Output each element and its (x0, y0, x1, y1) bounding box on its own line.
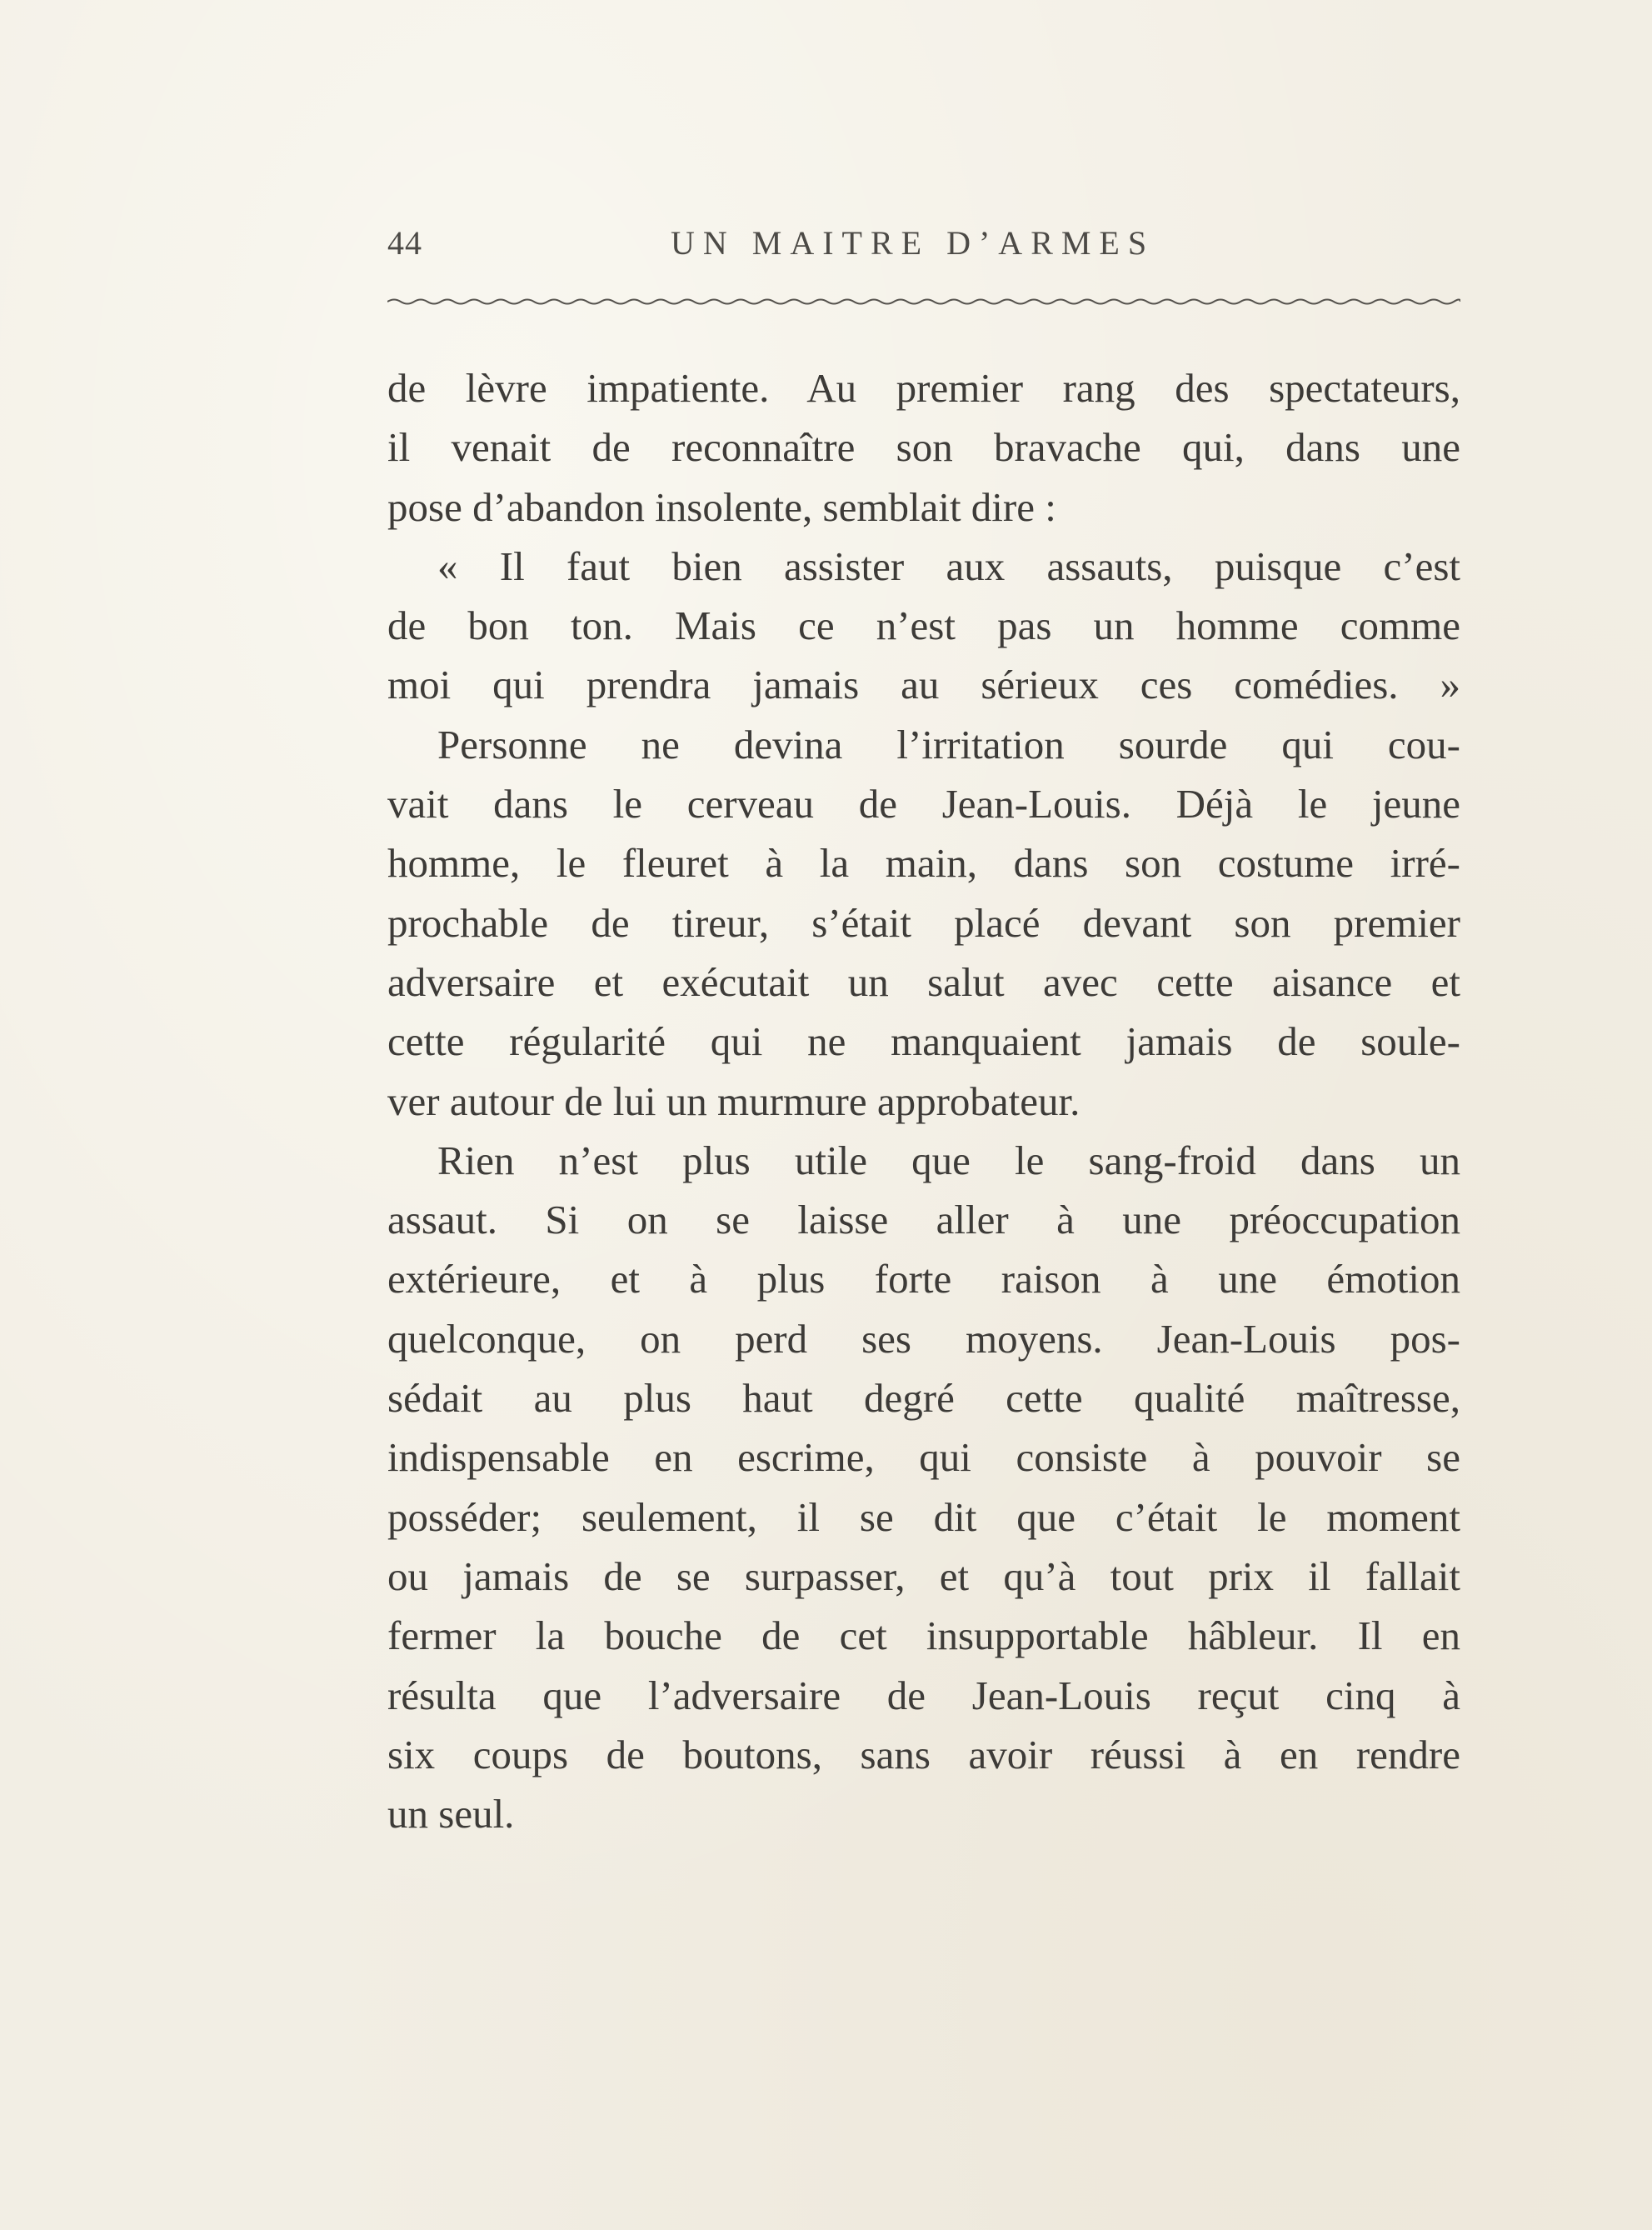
text-line: moi qui prendra jamais au sérieux ces comédies. » (387, 662, 1460, 708)
text-line: six coups de boutons, sans avoir réussi à en rendre (387, 1731, 1460, 1778)
text-line: extérieure, et à plus forte raison à une émotion (387, 1256, 1460, 1302)
text-line: il venait de reconnaître son bravache qui, dans une (387, 424, 1460, 471)
running-title: UN MAITRE D’ARMES (671, 224, 1155, 262)
text-line: prochable de tireur, s’était placé devant son premier (387, 899, 1460, 946)
wavy-rule-line (387, 300, 1460, 304)
text-line: Rien n’est plus utile que le sang-froid dans un (437, 1137, 1460, 1183)
text-line: Personne ne devina l’irritation sourde qui cou- (437, 721, 1460, 768)
body-text (387, 358, 1460, 1843)
text-line: pose d’abandon insolente, semblait dire : (387, 483, 1056, 530)
text-line: ou jamais de se surpasser, et qu’à tout prix il fallait (387, 1552, 1460, 1599)
text-line: un seul. (387, 1791, 515, 1838)
wavy-rule (387, 296, 1460, 308)
text-line: assaut. Si on se laisse aller à une préoccupation (387, 1197, 1460, 1243)
text-line: résulta que l’adversaire de Jean-Louis reçut cinq à (387, 1672, 1460, 1718)
text-line: vait dans le cerveau de Jean-Louis. Déjà le jeune (387, 781, 1460, 828)
text-line: fermer la bouche de cet insupportable hâbleur. Il en (387, 1612, 1460, 1659)
text-line: « Il faut bien assister aux assauts, puisque c’est (437, 542, 1460, 589)
text-line: cette régularité qui ne manquaient jamais de soule- (387, 1018, 1460, 1065)
text-line: homme, le fleuret à la main, dans son costume irré- (387, 840, 1460, 887)
text-line: de lèvre impatiente. Au premier rang des spectateurs, (387, 365, 1460, 411)
text-line: sédait au plus haut degré cette qualité maîtresse, (387, 1375, 1460, 1422)
text-line: indispensable en escrime, qui consiste à pouvoir se (387, 1434, 1460, 1481)
running-head (387, 223, 1460, 273)
text-line: adversaire et exécutait un salut avec cette aisance et (387, 958, 1460, 1005)
text-line: ver autour de lui un murmure approbateur. (387, 1078, 1081, 1124)
text-line: de bon ton. Mais ce n’est pas un homme comme (387, 602, 1460, 649)
page-number: 44 (387, 224, 422, 262)
text-line: posséder; seulement, il se dit que c’était le moment (387, 1493, 1460, 1540)
text-line: quelconque, on perd ses moyens. Jean-Louis pos- (387, 1315, 1460, 1362)
